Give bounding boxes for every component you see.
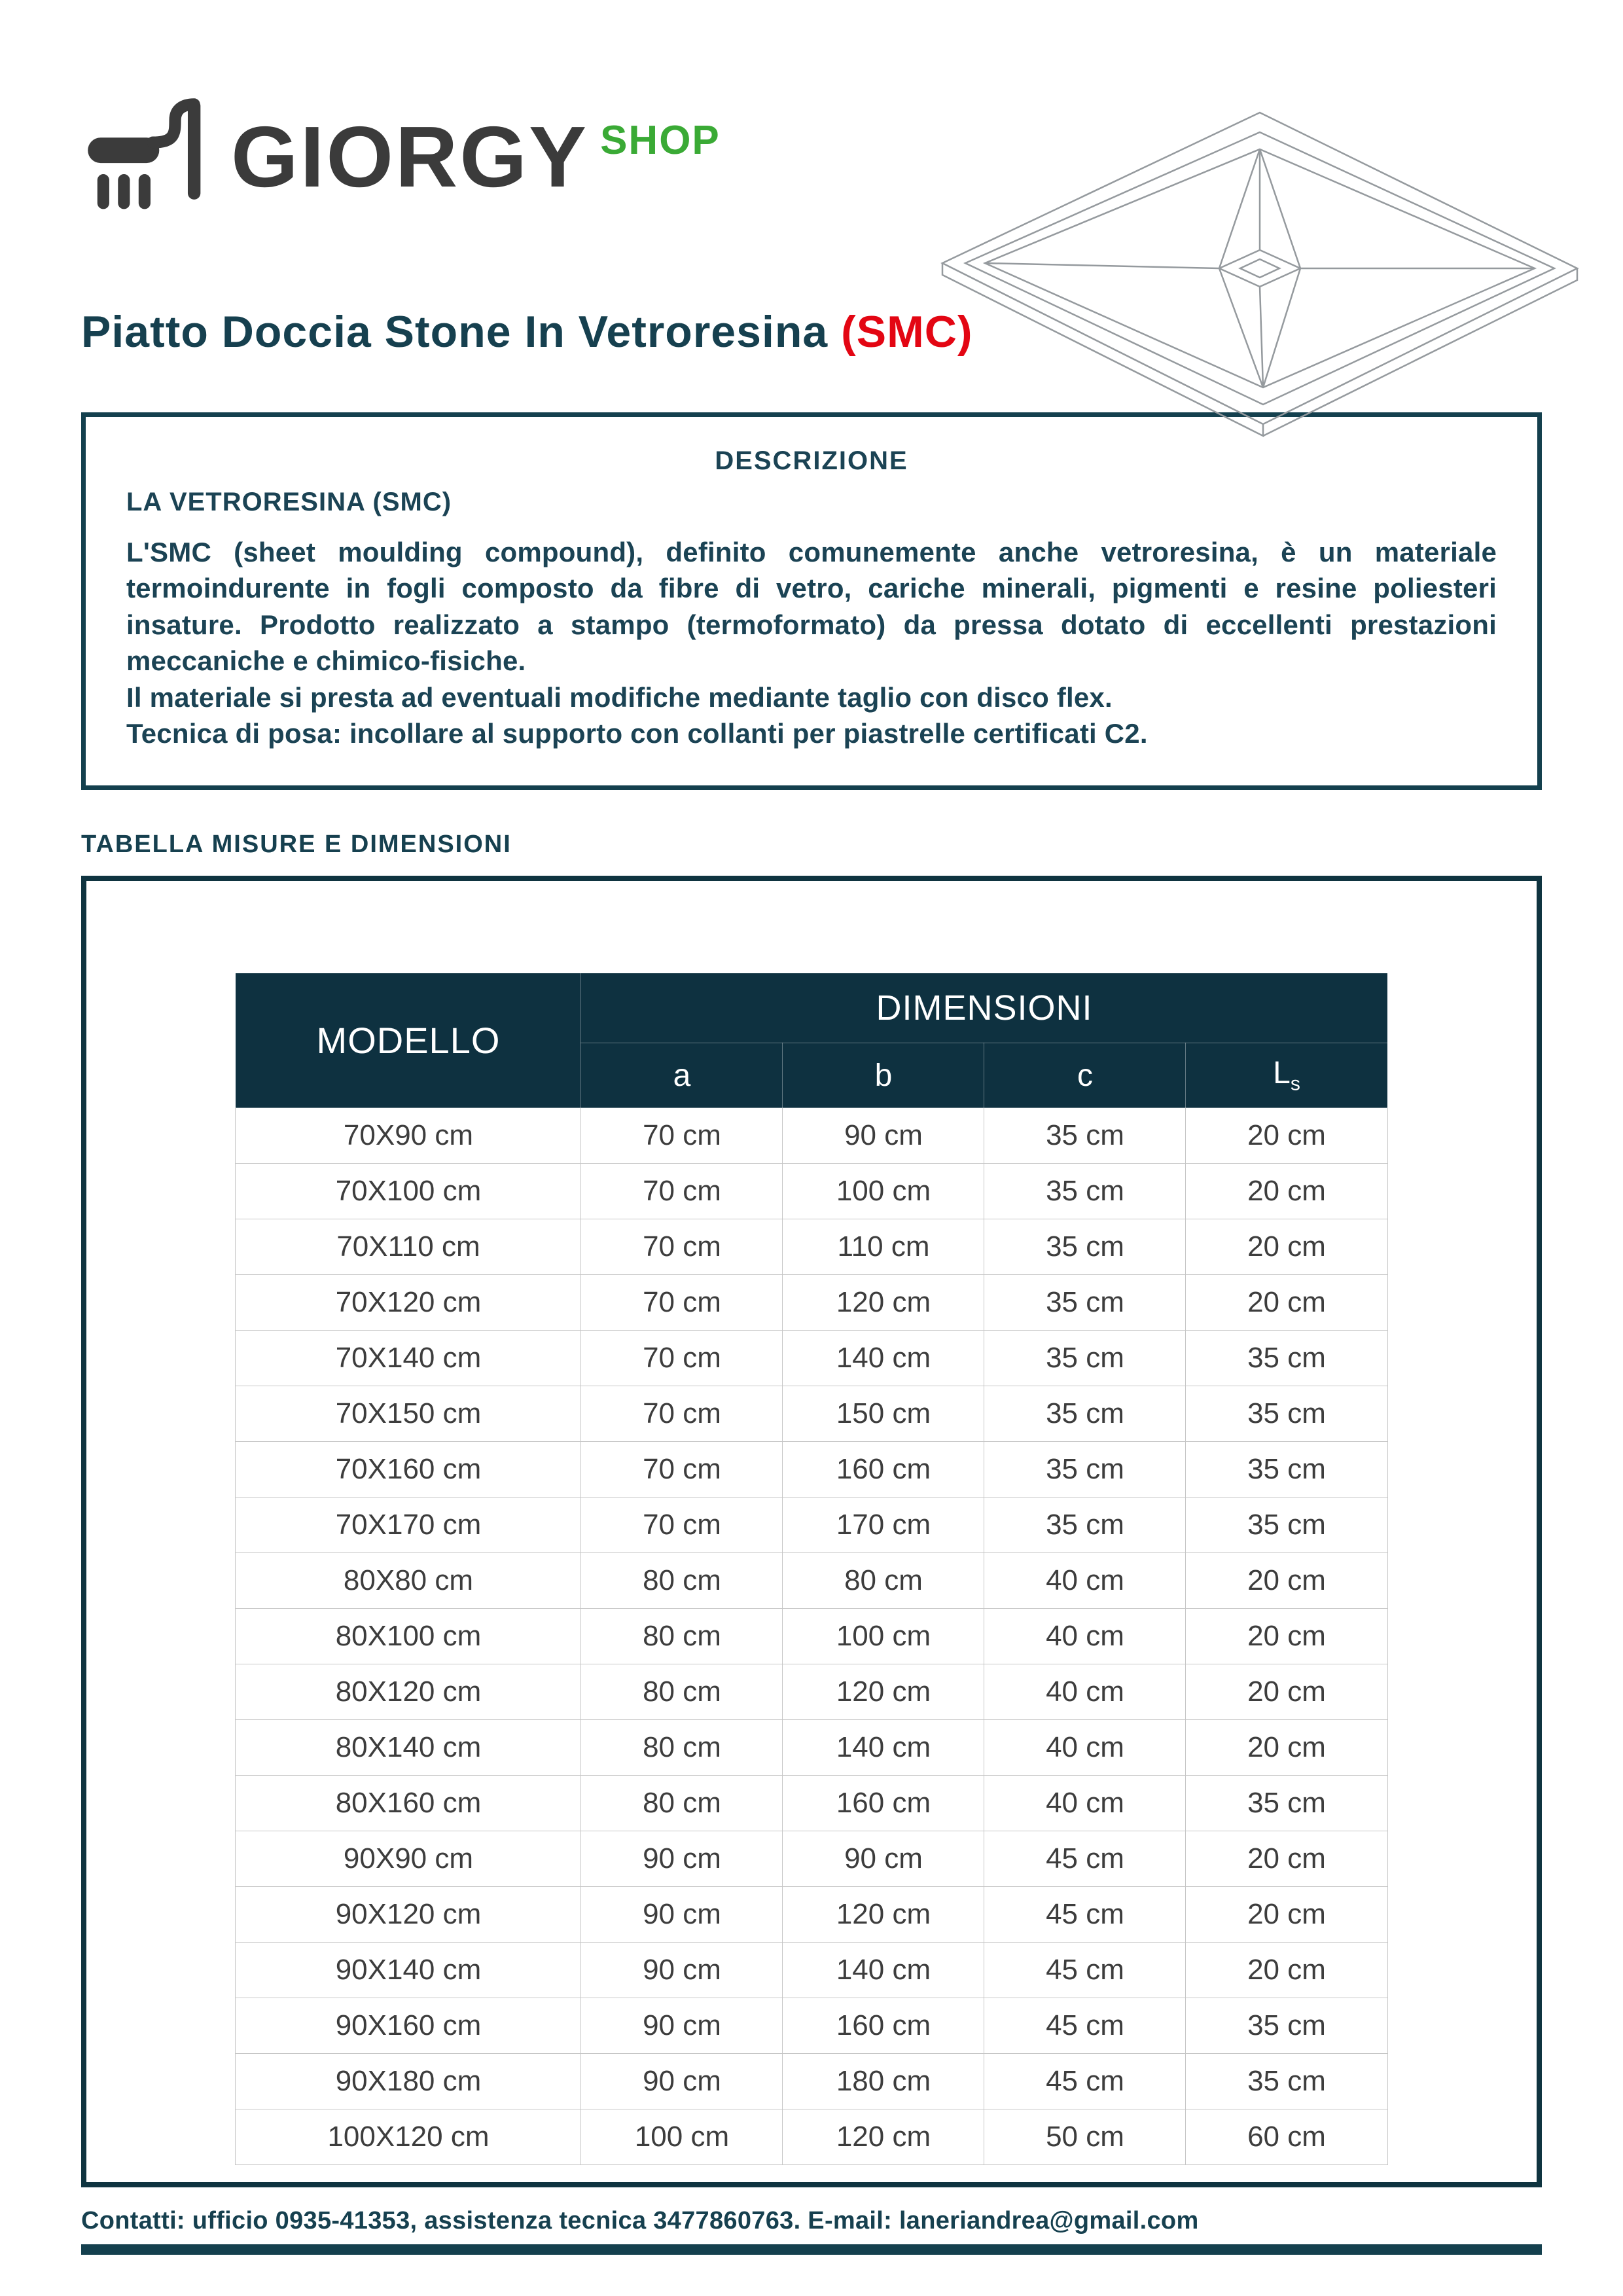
dimension-cell: 90 cm <box>581 1831 783 1887</box>
model-cell: 80X80 cm <box>236 1553 581 1609</box>
shower-tray-illustration <box>929 105 1590 452</box>
model-cell: 70X140 cm <box>236 1331 581 1386</box>
model-cell: 80X100 cm <box>236 1609 581 1664</box>
dimension-cell: 140 cm <box>783 1720 984 1776</box>
dimension-cell: 160 cm <box>783 1776 984 1831</box>
dimension-cell: 45 cm <box>984 1998 1186 2054</box>
dimension-cell: 35 cm <box>984 1275 1186 1331</box>
dimension-cell: 70 cm <box>581 1442 783 1498</box>
footer-contacts: Contatti: ufficio 0935-41353, assistenza tecnica 3477860763. E-mail: laneriandrea@gmail.com <box>81 2207 1199 2235</box>
dimension-cell: 120 cm <box>783 1275 984 1331</box>
table-row <box>236 1609 1387 1664</box>
dimension-cell: 120 cm <box>783 2109 984 2165</box>
dimension-cell: 80 cm <box>581 1720 783 1776</box>
ls-sub: s <box>1290 1073 1300 1096</box>
model-cell: 90X120 cm <box>236 1887 581 1943</box>
model-cell: 80X140 cm <box>236 1720 581 1776</box>
description-paragraph: L'SMC (sheet moulding compound), definito comunemente anche vetroresina, è un materiale termoindurente in fogli composto da fibre di vetro, cariche minerali, pigmenti e resine poliesteri insature. Prodotto realizzato a stampo (termoformato) da pressa dotato di eccellenti prestazioni meccaniche e chimico-fisiche. <box>126 536 1497 677</box>
dimension-cell: 35 cm <box>984 1331 1186 1386</box>
dimension-cell: 45 cm <box>984 2054 1186 2109</box>
model-cell: 70X120 cm <box>236 1275 581 1331</box>
dimension-cell: 35 cm <box>1186 1998 1387 2054</box>
dimension-cell: 100 cm <box>581 2109 783 2165</box>
table-subheader-b: b <box>783 1043 984 1108</box>
table-subheader-c: c <box>984 1043 1186 1108</box>
shower-head-icon <box>81 92 209 223</box>
table-row <box>236 1386 1387 1442</box>
table-row <box>236 1887 1387 1943</box>
dimension-cell: 80 cm <box>581 1664 783 1720</box>
table-row <box>236 1442 1387 1498</box>
dimension-cell: 70 cm <box>581 1386 783 1442</box>
brand-name <box>231 109 721 205</box>
table-header <box>236 973 1387 1108</box>
dimension-cell: 90 cm <box>581 2054 783 2109</box>
model-cell: 80X160 cm <box>236 1776 581 1831</box>
dimension-cell: 20 cm <box>1186 1609 1387 1664</box>
table-row <box>236 1553 1387 1609</box>
table-row <box>236 1776 1387 1831</box>
dimension-cell: 90 cm <box>581 1998 783 2054</box>
table-row <box>236 1331 1387 1386</box>
dimension-cell: 20 cm <box>1186 1275 1387 1331</box>
model-cell: 80X120 cm <box>236 1664 581 1720</box>
model-cell: 70X90 cm <box>236 1108 581 1164</box>
dimension-cell: 140 cm <box>783 1943 984 1998</box>
description-paragraph: Tecnica di posa: incollare al supporto con collanti per piastrelle certificati C2. <box>126 717 1148 749</box>
dimension-cell: 20 cm <box>1186 1664 1387 1720</box>
dimension-cell: 110 cm <box>783 1219 984 1275</box>
description-heading: DESCRIZIONE <box>715 446 908 475</box>
model-cell: 70X100 cm <box>236 1164 581 1219</box>
dimension-cell: 45 cm <box>984 1831 1186 1887</box>
dimension-cell: 180 cm <box>783 2054 984 2109</box>
dimension-cell: 70 cm <box>581 1275 783 1331</box>
dimension-cell: 35 cm <box>984 1386 1186 1442</box>
dimension-cell: 20 cm <box>1186 1219 1387 1275</box>
model-cell: 90X160 cm <box>236 1998 581 2054</box>
table-header-model: MODELLO <box>236 973 581 1108</box>
dimension-cell: 20 cm <box>1186 1108 1387 1164</box>
dimension-cell: 90 cm <box>783 1108 984 1164</box>
dimension-cell: 35 cm <box>984 1442 1186 1498</box>
table-section-label: TABELLA MISURE E DIMENSIONI <box>81 831 512 859</box>
table-header-dimensions: DIMENSIONI <box>581 973 1387 1043</box>
dimension-cell: 35 cm <box>1186 1442 1387 1498</box>
table-row <box>236 2109 1387 2165</box>
dimension-cell: 35 cm <box>1186 1386 1387 1442</box>
table-row <box>236 2054 1387 2109</box>
dimension-cell: 35 cm <box>1186 1331 1387 1386</box>
dimension-cell: 70 cm <box>581 1498 783 1553</box>
dimension-cell: 35 cm <box>1186 2054 1387 2109</box>
model-cell: 70X170 cm <box>236 1498 581 1553</box>
dimension-cell: 100 cm <box>783 1609 984 1664</box>
dimension-cell: 20 cm <box>1186 1943 1387 1998</box>
table-subheader-ls <box>1186 1043 1387 1108</box>
table-row <box>236 1664 1387 1720</box>
dimension-cell: 40 cm <box>984 1776 1186 1831</box>
dimension-cell: 35 cm <box>1186 1776 1387 1831</box>
dimension-cell: 40 cm <box>984 1720 1186 1776</box>
model-cell: 70X110 cm <box>236 1219 581 1275</box>
dimension-cell: 40 cm <box>984 1609 1186 1664</box>
dimension-cell: 20 cm <box>1186 1887 1387 1943</box>
table-row <box>236 1720 1387 1776</box>
dimension-cell: 120 cm <box>783 1664 984 1720</box>
ls-base: L <box>1273 1056 1291 1091</box>
description-text <box>126 534 1497 752</box>
brand-name-suffix: SHOP <box>600 118 721 163</box>
table-row <box>236 1998 1387 2054</box>
dimension-cell: 80 cm <box>581 1776 783 1831</box>
dimension-cell: 35 cm <box>984 1164 1186 1219</box>
dimension-cell: 160 cm <box>783 1998 984 2054</box>
dimension-cell: 80 cm <box>581 1553 783 1609</box>
dimension-cell: 35 cm <box>984 1219 1186 1275</box>
page-title-main: Piatto Doccia Stone In Vetroresina <box>81 307 842 357</box>
model-cell: 90X180 cm <box>236 2054 581 2109</box>
footer-rule <box>81 2244 1542 2255</box>
table-body <box>236 1108 1387 2165</box>
dimension-cell: 70 cm <box>581 1108 783 1164</box>
dimension-cell: 150 cm <box>783 1386 984 1442</box>
dimension-cell: 90 cm <box>581 1887 783 1943</box>
brand-name-main: GIORGY <box>231 109 589 205</box>
dimension-cell: 70 cm <box>581 1164 783 1219</box>
model-cell: 100X120 cm <box>236 2109 581 2165</box>
dimension-cell: 35 cm <box>984 1498 1186 1553</box>
description-subheading: LA VETRORESINA (SMC) <box>126 487 452 516</box>
dimension-cell: 170 cm <box>783 1498 984 1553</box>
model-cell: 90X90 cm <box>236 1831 581 1887</box>
dimension-cell: 70 cm <box>581 1331 783 1386</box>
dimension-cell: 60 cm <box>1186 2109 1387 2165</box>
dimensions-table <box>235 973 1387 2165</box>
dimension-cell: 35 cm <box>1186 1498 1387 1553</box>
dimension-cell: 160 cm <box>783 1442 984 1498</box>
description-paragraph: Il materiale si presta ad eventuali modifiche mediante taglio con disco flex. <box>126 681 1113 713</box>
dimension-cell: 70 cm <box>581 1219 783 1275</box>
dimension-cell: 90 cm <box>581 1943 783 1998</box>
dimension-cell: 20 cm <box>1186 1553 1387 1609</box>
table-row <box>236 1498 1387 1553</box>
table-row <box>236 1108 1387 1164</box>
dimensions-table-box <box>81 876 1542 2187</box>
dimension-cell: 90 cm <box>783 1831 984 1887</box>
dimension-cell: 100 cm <box>783 1164 984 1219</box>
dimension-cell: 20 cm <box>1186 1831 1387 1887</box>
dimension-cell: 80 cm <box>783 1553 984 1609</box>
shower-tray-icon <box>929 105 1590 452</box>
dimension-cell: 50 cm <box>984 2109 1186 2165</box>
dimension-cell: 35 cm <box>984 1108 1186 1164</box>
table-row <box>236 1943 1387 1998</box>
dimension-cell: 120 cm <box>783 1887 984 1943</box>
table-row <box>236 1275 1387 1331</box>
table-row <box>236 1164 1387 1219</box>
dimension-cell: 140 cm <box>783 1331 984 1386</box>
dimension-cell: 80 cm <box>581 1609 783 1664</box>
page-title-highlight: (SMC) <box>841 307 973 357</box>
table-row <box>236 1219 1387 1275</box>
dimension-cell: 20 cm <box>1186 1720 1387 1776</box>
model-cell: 70X160 cm <box>236 1442 581 1498</box>
dimension-cell: 40 cm <box>984 1553 1186 1609</box>
dimension-cell: 45 cm <box>984 1943 1186 1998</box>
table-subheader-a: a <box>581 1043 783 1108</box>
description-box <box>81 412 1542 791</box>
model-cell: 90X140 cm <box>236 1943 581 1998</box>
dimension-cell: 45 cm <box>984 1887 1186 1943</box>
table-row <box>236 1831 1387 1887</box>
model-cell: 70X150 cm <box>236 1386 581 1442</box>
dimension-cell: 20 cm <box>1186 1164 1387 1219</box>
page <box>0 92 1623 2296</box>
dimension-cell: 40 cm <box>984 1664 1186 1720</box>
